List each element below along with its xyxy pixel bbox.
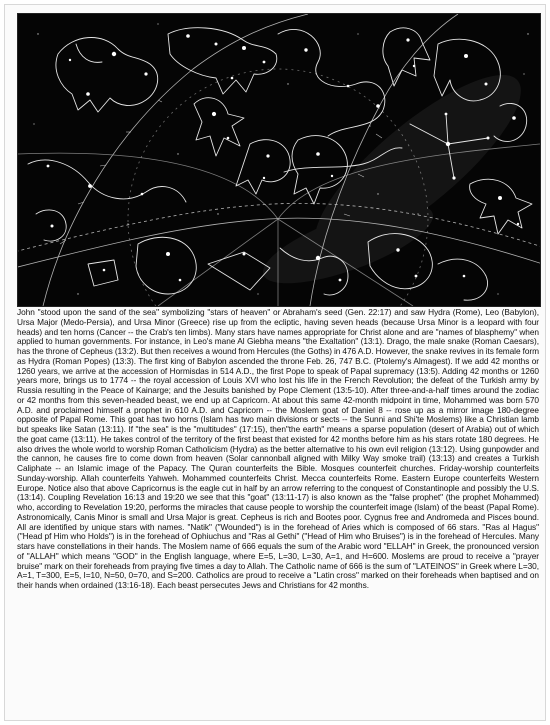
article-body-text: John "stood upon the sand of the sea" symbolizing "stars of heaven" or Abraham's seed (Gen. 22:17) and saw Hydra (Rome), Leo (Babylon), Ursa Major (Medo-Persia), and Ursa Minor (Greece) rise up from the ecliptic, having seven heads (because Ursa Minor is a leopard with four heads) and ten horns (Cancer -- the Crab's ten limbs). Many stars have names appropriate for Christ alone and are "names of blasphemy" when applied to human governments. For instance, in Leo's mane Al Giebha means "the Exaltation" (13:1). Drago, the male snake (Roman Caesars), has the throne of Cepheus (13:2). But then receives a wound from Hercules (the Goths) in 476 A.D. However, the snake revives in its female form as Hydra (Roman Popes) (13:3). The first king of Babylon ascended the throne Feb. 26, 747 B.C. (Ptolemy's Almagest). If we add 42 months or 1260 years, we arrive at the accession of Hormisdas in 514 A.D., the first Pope to speak of Papal supremacy (13:5). Adding 42 months or 1260 years more, brings us to 1774 -- the royal accession of Louis XVI who lost his life in the French Revolution; the defeat of the Turkish army by Russia resulting in the Peace of Kainarge; and the Jesuits banished by Pope Clement (13:5-10). After three-and-a-half times around the zodiac or 42 months from this seven-headed beast, we end up at Capricorn. At about this same 42-month midpoint in time, Mohammed was born 570 A.D. and proclaimed himself a prophet in 610 A.D. and Capricorn -- the Moslem goat of Daniel 8 -- rose up as a mirror image 180-degree opposite of Papal Rome. This goat has two horns (Islam has two main divisions or sects -- the Sunni and Shi'te Moslems) like a Christian lamb but speaks like Satan (13:11). If "the sea" is the "multitudes" (17:15), then"the earth" means a sparse population (desert of Arabia) out of which the goat came (13:11). He takes control of the territory of the first beast that existed for 42 months before him as his stars rotate 180 degrees. He also drives the whole world to worship Roman Catholicism (Hydra) as the better alternative to his own evil religion (13:12). Using gunpowder and the cannon, he causes fire to come down from heaven (Solar cannonball aligned with Milky Way smoke trail) (13:13) and creates a Turkish Caliphate -- an Islamic image of the Papacy. The Quran counterfeits the Bible. Mosques counterfeit churches. Friday-worship counterfeits Sunday-worship. Allah counterfeits Yahweh. Mohammed counterfeits Christ. Mecca counterfeits Rome. Eastern Europe counterfeits Western Europe. Notice also that above Capricornus is the eagle cut in half by an arrow referring to the conquest of Constantinople and possibly the U.S. (13:14). Coupling Revelation 16:13 and 19:20 we see that this "goat" (13:11-17) is also known as the "false prophet" (the prophet Mohammed) who, according to Revelation 19:20, performs the miracles that cause people to worship the counterfeit image (Islam) of the beast (Papal Rome). Astronomically, Canis Minor is small and Ursa Major is great. Cepheus is rich and Bootes poor. Cygnus free and Andromeda and Pisces bound. All are identified by unique stars with names. "Natik" ("Wounded") is in the forehead of Aries which is composed of 66 stars. "Ras al Hagus" ("Head pf Him who Holds") is in the forehead of Ophiuchus and "Ras al Gethi" ("Head of Him who Bruises") is in the forehead of Hercules. Many stars have constellations in their hands. The Moslem name of 666 equals the sum of the Arabic word "ELLAH" in Greek, the pronounced version of "ALLAH" which means "GOD" in the English language, where E=5, L=30, L=30, A=1, and H=600. Moslems are proud to receive a "prayer bruise" mark on their foreheads from praying five times a day to Allah. The Catholic name of 666 is the sum of "LATEINOS" in Greek where L=30, A=1, T=300, E=5, I=10, N=50, 0=70, and S=200. Catholics are proud to receive a "Latin cross" marked on their foreheads when baptised and on their hands when ordained (13:16-18). Each beast persecutes Jews and Christians for 42 months.	[17, 307, 539, 590]
celestial-star-map-icon	[18, 14, 540, 306]
star-map-figure	[17, 13, 541, 307]
document-page	[4, 4, 546, 721]
